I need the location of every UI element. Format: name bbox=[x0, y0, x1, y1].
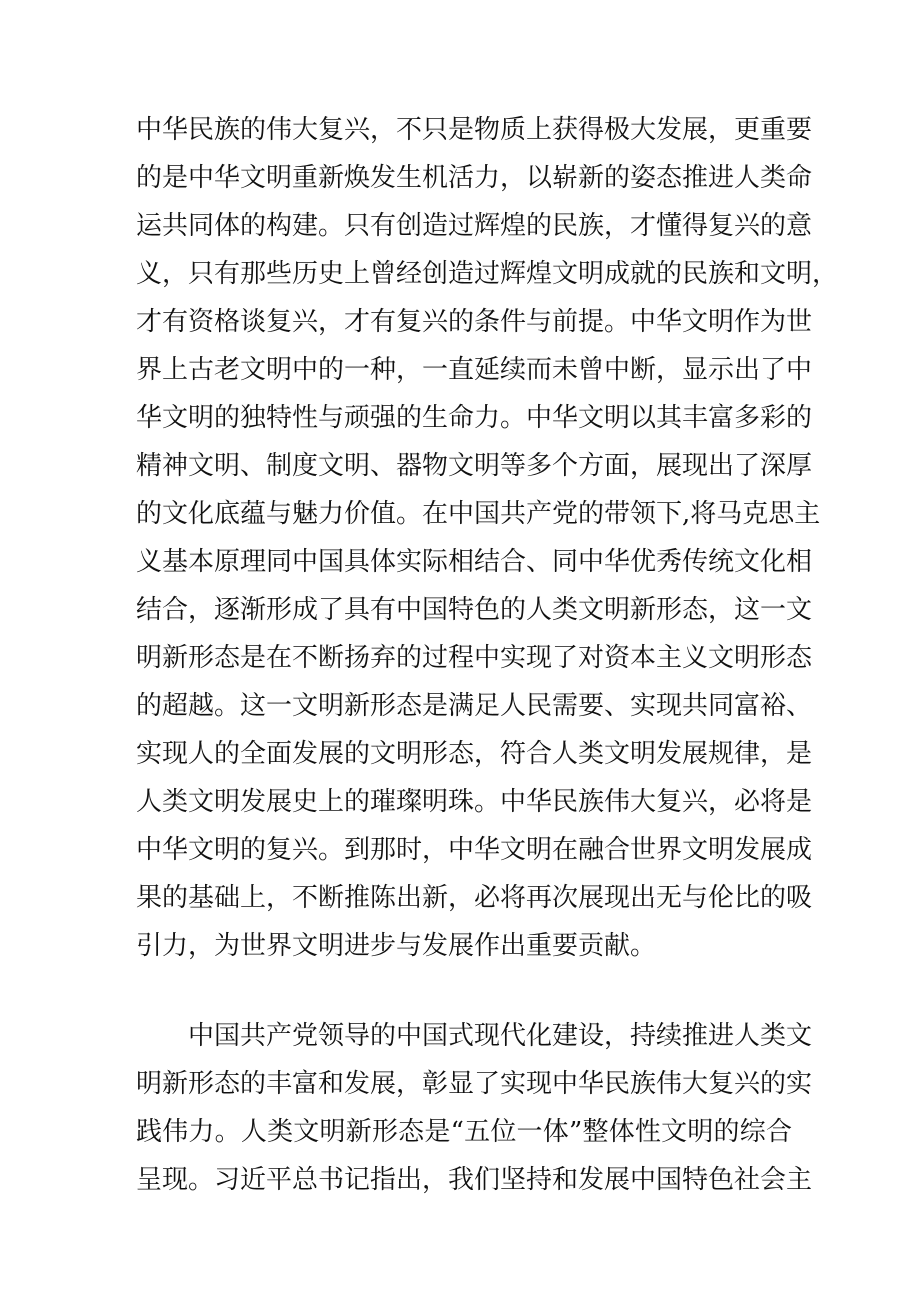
text-line: 华文明的独特性与顽强的生命力。中华文明以其丰富多彩的 bbox=[136, 403, 813, 433]
text-line: 中国共产党领导的中国式现代化建设，持续推进人类文 bbox=[188, 1021, 813, 1051]
text-line: 的是中华文明重新焕发生机活力，以崭新的姿态推进人类命 bbox=[136, 163, 813, 193]
text-line: 明新形态的丰富和发展，彰显了实现中华民族伟大复兴的实 bbox=[136, 1069, 813, 1099]
text-line: 实现人的全面发展的文明形态，符合人类文明发展规律，是 bbox=[136, 739, 813, 769]
text-line: 义基本原理同中国具体实际相结合、同中华优秀传统文化相 bbox=[136, 547, 813, 577]
text-line: 明新形态是在不断扬弃的过程中实现了对资本主义文明形态 bbox=[136, 643, 813, 673]
text-line: 果的基础上，不断推陈出新，必将再次展现出无与伦比的吸 bbox=[136, 883, 813, 913]
text-line: 的文化底蕴与魅力价值。在中国共产党的带领下,将马克思主 bbox=[136, 499, 821, 529]
text-line: 运共同体的构建。只有创造过辉煌的民族，才懂得复兴的意 bbox=[136, 211, 813, 241]
text-line: 义，只有那些历史上曾经创造过辉煌文明成就的民族和文明， bbox=[136, 259, 839, 289]
text-line: 界上古老文明中的一种，一直延续而未曾中断，显示出了中 bbox=[136, 355, 813, 385]
text-line: 精神文明、制度文明、器物文明等多个方面，展现出了深厚 bbox=[136, 451, 813, 481]
text-line: 中华文明的复兴。到那时，中华文明在融合世界文明发展成 bbox=[136, 835, 813, 865]
text-line: 才有资格谈复兴，才有复兴的条件与前提。中华文明作为世 bbox=[136, 307, 813, 337]
text-line: 中华民族的伟大复兴，不只是物质上获得极大发展，更重要 bbox=[136, 115, 813, 145]
text-line: 引力，为世界文明进步与发展作出重要贡献。 bbox=[136, 931, 657, 961]
text-line: 的超越。这一文明新形态是满足人民需要、实现共同富裕、 bbox=[136, 691, 813, 721]
text-line: 人类文明发展史上的璀璨明珠。中华民族伟大复兴，必将是 bbox=[136, 787, 813, 817]
text-line: 践伟力。人类文明新形态是“五位一体”整体性文明的综合 bbox=[136, 1117, 792, 1147]
text-line: 呈现。习近平总书记指出，我们坚持和发展中国特色社会主 bbox=[136, 1165, 813, 1195]
text-line: 结合，逐渐形成了具有中国特色的人类文明新形态，这一文 bbox=[136, 595, 813, 625]
